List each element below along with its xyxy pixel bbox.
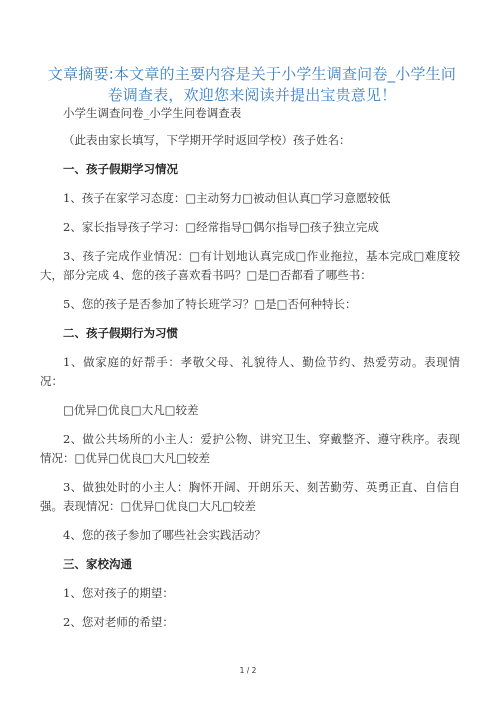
- question-homework: 3、孩子完成作业情况：□有计划地认真完成□作业拖拉，基本完成□难度较大，部分完成 4、您的孩子喜欢看书吗？□是□否都看了哪些书：: [40, 249, 460, 282]
- article-abstract: [46, 64, 458, 106]
- page-number: 1 / 2: [239, 666, 257, 675]
- abstract-line-2: 卷调查表，欢迎您来阅读并提出宝贵意见！: [107, 86, 397, 104]
- section-heading-communication: 三、家校沟通: [63, 557, 132, 571]
- question-home-helper: 1、做家庭的好帮手：孝敬父母、礼貌待人、勤俭节约、热爱劳动。表现情况：: [40, 355, 460, 388]
- section-heading-behavior: 二、孩子假期行为习惯: [63, 326, 178, 340]
- question-child-expectation: 1、您对孩子的期望：: [63, 586, 174, 600]
- intro-line: （此表由家长填写，下学期开学时返回学校）孩子姓名：: [63, 133, 351, 147]
- question-study-attitude: 1、孩子在家学习态度：□主动努力□被动但认真□学习意愿较低: [63, 191, 391, 205]
- section-heading-study: 一、孩子假期学习情况: [63, 162, 178, 176]
- question-public-place: 2、做公共场所的小主人：爱护公物、讲究卫生、穿戴整齐、遵守秩序。表现情况：□优异□优良□大凡□较差: [40, 432, 460, 465]
- document-body: [40, 104, 460, 642]
- question-parent-guidance: 2、家长指导孩子学习：□经常指导□偶尔指导□孩子独立完成: [63, 220, 379, 234]
- rating-options: □优异□优良□大凡□较差: [63, 403, 199, 417]
- document-title: 小学生调查问卷_小学生问卷调查表: [63, 106, 242, 120]
- question-social-practice: 4、您的孩子参加了哪些社会实践活动？: [63, 528, 266, 542]
- abstract-line-1: 文章摘要:本文章的主要内容是关于小学生调查问卷_小学生问: [47, 65, 457, 83]
- question-teacher-expectation: 2、您对老师的希望：: [63, 615, 174, 629]
- question-special-class: 5、您的孩子是否参加了特长班学习？□是□否何种特长：: [63, 297, 357, 311]
- question-alone: 3、做独处时的小主人：胸怀开阔、开朗乐天、刻苦勤劳、英勇正直、自信自强。表现情况：□优异□优良□大凡□较差: [40, 480, 460, 513]
